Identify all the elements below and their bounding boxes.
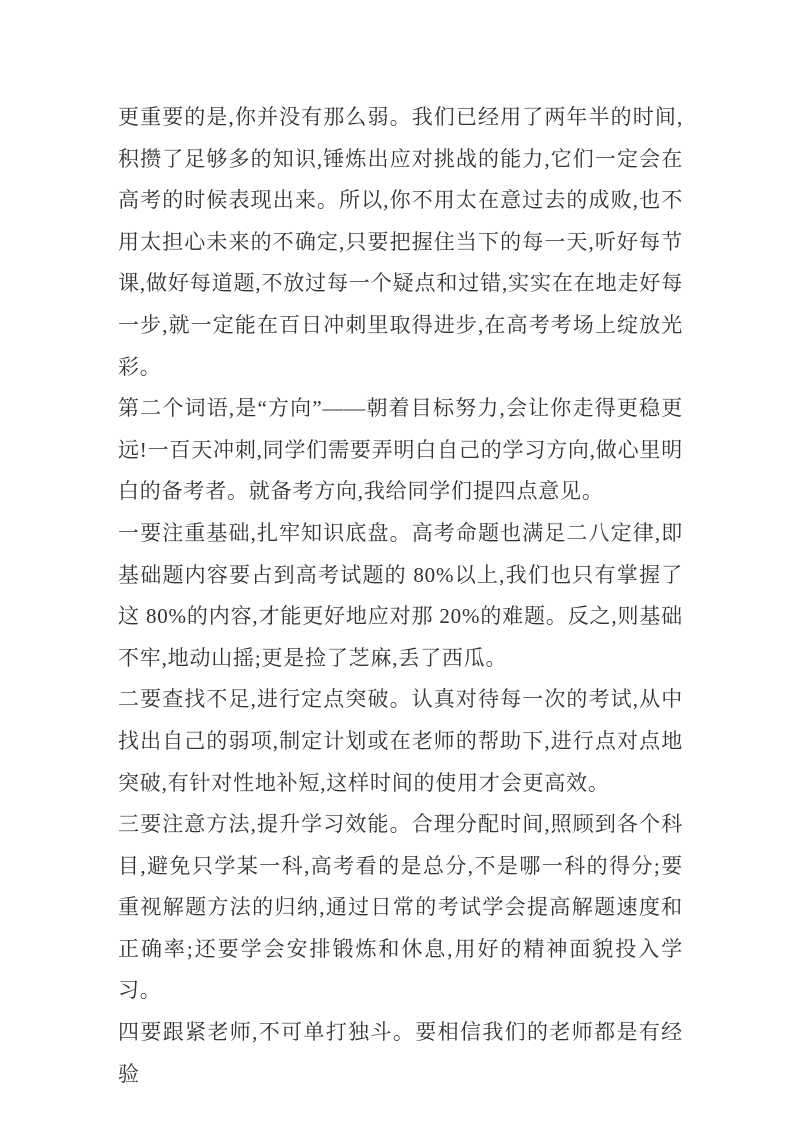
paragraph: 更重要的是,你并没有那么弱。我们已经用了两年半的时间,积攒了足够多的知识,锤炼出应对挑战的能力,它们一定会在高考的时候表现出来。所以,你不用太在意过去的成败,也不用太担心未来的不确定,只要把握住当下的每一天,听好每节课,做好每道题,不放过每一个疑点和过错,实实在在地走好每一步,就一定能在百日冲刺里取得进步,在高考考场上绽放光彩。 — [118, 105, 683, 379]
paragraph: 二要查找不足,进行定点突破。认真对待每一次的考试,从中找出自己的弱项,制定计划或在老师的帮助下,进行点对点地突破,有针对性地补短,这样时间的使用才会更高效。 — [118, 687, 683, 795]
document-text — [118, 97, 683, 1095]
paragraph: 第二个词语,是“方向”——朝着目标努力,会让你走得更稳更远!一百天冲刺,同学们需要弄明白自己的学习方向,做心里明白的备考者。就备考方向,我给同学们提四点意见。 — [118, 396, 683, 504]
paragraph: 一要注重基础,扎牢知识底盘。高考命题也满足二八定律,即基础题内容要占到高考试题的 80%以上,我们也只有掌握了这 80%的内容,才能更好地应对那 20%的难题。反之,则基础不牢,地动山摇;更是捡了芝麻,丢了西瓜。 — [118, 520, 683, 670]
paragraph: 四要跟紧老师,不可单打独斗。要相信我们的老师都是有经验 — [118, 1020, 683, 1086]
paragraph: 三要注意方法,提升学习效能。合理分配时间,照顾到各个科目,避免只学某一科,高考看的是总分,不是哪一科的得分;要重视解题方法的归纳,通过日常的考试学会提高解题速度和正确率;还要学会安排锻炼和休息,用好的精神面貌投入学习。 — [118, 812, 683, 1003]
